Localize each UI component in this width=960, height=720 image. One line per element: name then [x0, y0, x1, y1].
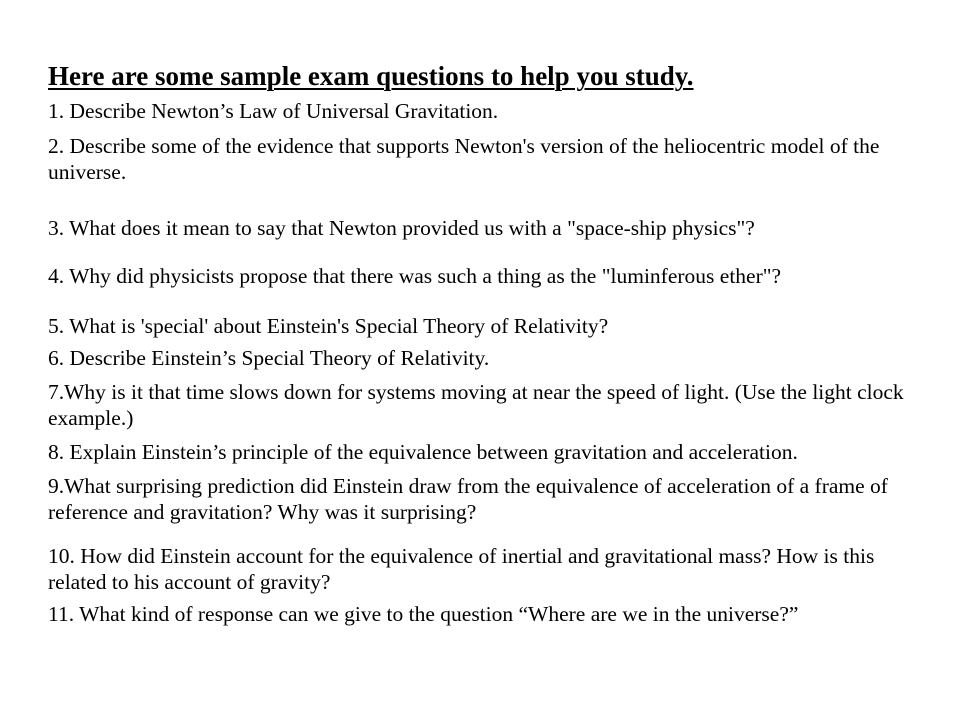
question-item: 1. Describe Newton’s Law of Universal Gravitation.	[48, 99, 499, 123]
question-item: 2. Describe some of the evidence that supports Newton's version of the heliocentric model of the universe.	[48, 134, 880, 184]
slide-content	[48, 60, 928, 627]
question-item: 4. Why did physicists propose that there was such a thing as the "luminferous ether"?	[48, 264, 782, 288]
slide-heading: Here are some sample exam questions to help you study.	[48, 61, 694, 91]
question-item: 11. What kind of response can we give to the question “Where are we in the universe?”	[48, 602, 799, 626]
question-item: 5. What is 'special' about Einstein's Special Theory of Relativity?	[48, 314, 609, 338]
question-item: 10. How did Einstein account for the equivalence of inertial and gravitational mass? How is this related to his account of gravity?	[48, 544, 875, 594]
question-item: 8. Explain Einstein’s principle of the equivalence between gravitation and acceleration.	[48, 440, 798, 464]
question-item: 3. What does it mean to say that Newton provided us with a "space-ship physics"?	[48, 216, 755, 240]
question-item: 7.Why is it that time slows down for systems moving at near the speed of light. (Use the light clock example.)	[48, 380, 904, 430]
question-item: 9.What surprising prediction did Einstein draw from the equivalence of acceleration of a frame of reference and gravitation? Why was it surprising?	[48, 474, 888, 524]
question-list	[48, 98, 928, 627]
question-item: 6. Describe Einstein’s Special Theory of Relativity.	[48, 346, 490, 370]
